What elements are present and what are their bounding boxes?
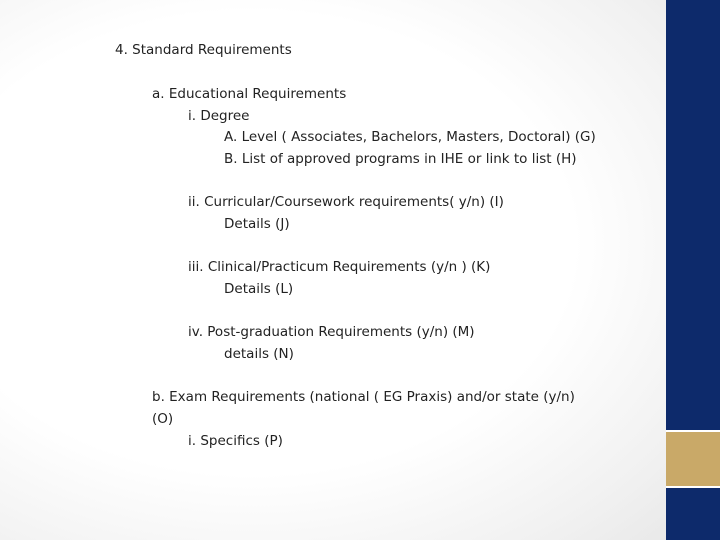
item-approved-programs: B. List of approved programs in IHE or link to list (H) <box>224 151 577 167</box>
item-degree: i. Degree <box>188 108 250 124</box>
item-post-graduation-requirements: iv. Post-graduation Requirements (y/n) (M) <box>188 324 475 340</box>
section-heading: 4. Standard Requirements <box>115 42 292 58</box>
item-exam-requirements: b. Exam Requirements (national ( EG Praxis) and/or state (y/n) <box>152 389 575 405</box>
item-clinical-requirements: iii. Clinical/Practicum Requirements (y/n ) (K) <box>188 259 491 275</box>
sidebar-divider-bottom <box>666 486 720 488</box>
item-educational-requirements: a. Educational Requirements <box>152 86 347 102</box>
sidebar-decoration <box>666 0 720 540</box>
item-clinical-details: Details (L) <box>224 281 294 297</box>
item-curricular-requirements: ii. Curricular/Coursework requirements( y/n) (I) <box>188 194 504 210</box>
item-curricular-details: Details (J) <box>224 216 290 232</box>
sidebar-accent-block <box>666 432 720 486</box>
item-exam-specifics: i. Specifics (P) <box>188 433 283 449</box>
item-post-graduation-details: details (N) <box>224 346 294 362</box>
item-degree-level: A. Level ( Associates, Bachelors, Masters, Doctoral) (G) <box>224 129 596 145</box>
item-exam-requirements-continued: (O) <box>152 411 174 427</box>
